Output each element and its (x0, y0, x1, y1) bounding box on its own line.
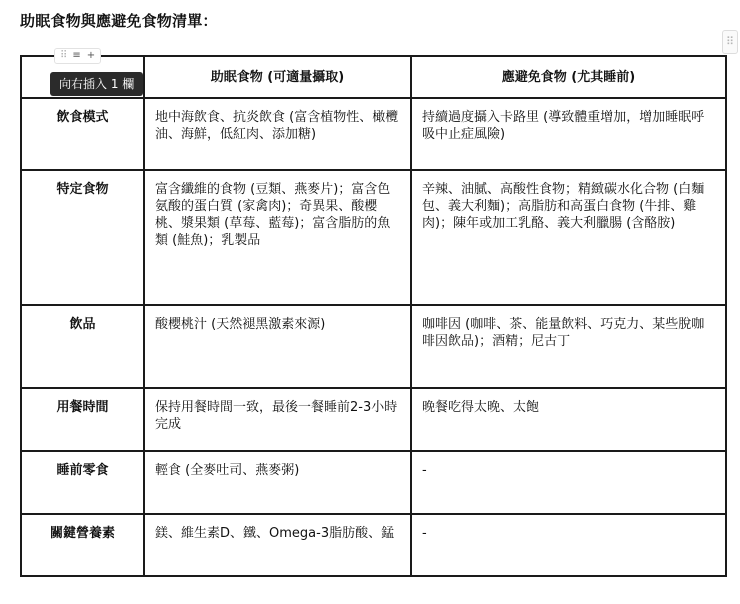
table-row (21, 451, 726, 514)
table-row (21, 305, 726, 388)
good-food-cell[interactable]: 地中海飲食、抗炎飲食 (富含植物性、橄欖油、海鮮，低紅肉、添加糖) (144, 98, 411, 170)
table-row (21, 170, 726, 305)
good-food-cell[interactable]: 輕食 (全麥吐司、燕麥粥) (144, 451, 411, 514)
add-column-icon[interactable]: + (86, 50, 96, 61)
insert-column-tooltip: 向右插入 1 欄 (50, 72, 143, 96)
row-label[interactable]: 關鍵營養素 (21, 514, 144, 576)
good-food-cell[interactable]: 保持用餐時間一致，最後一餐睡前2-3小時完成 (144, 388, 411, 451)
good-food-cell[interactable]: 富含纖維的食物 (豆類、燕麥片)；富含色氨酸的蛋白質 (家禽肉)；奇異果、酸櫻桃、漿果類 (草莓、藍莓)；富含脂肪的魚類 (鮭魚)；乳製品 (144, 170, 411, 305)
block-drag-handle-icon[interactable]: ⠿ (722, 30, 738, 54)
avoid-food-cell[interactable]: 辛辣、油膩、高酸性食物；精緻碳水化合物 (白麵包、義大利麵)；高脂肪和高蛋白食物 (牛排、雞肉)；陳年或加工乳酪、義大利臘腸 (含酪胺) (411, 170, 726, 305)
row-label[interactable]: 飲品 (21, 305, 144, 388)
avoid-food-cell[interactable]: 晚餐吃得太晚、太飽 (411, 388, 726, 451)
avoid-food-cell[interactable]: - (411, 514, 726, 576)
row-label[interactable]: 飲食模式 (21, 98, 144, 170)
food-table (20, 55, 727, 577)
avoid-food-cell[interactable]: 持續過度攝入卡路里 (導致體重增加，增加睡眠呼吸中止症風險) (411, 98, 726, 170)
table-row (21, 514, 726, 576)
row-label[interactable]: 睡前零食 (21, 451, 144, 514)
good-food-cell[interactable]: 酸櫻桃汁 (天然褪黑激素來源) (144, 305, 411, 388)
row-label[interactable]: 用餐時間 (21, 388, 144, 451)
header-cell-good-foods[interactable]: 助眠食物 (可適量攝取) (144, 56, 411, 98)
good-food-cell[interactable]: 鎂、維生素D、鐵、Omega-3脂肪酸、錳 (144, 514, 411, 576)
table-toolbar (54, 48, 101, 64)
row-label[interactable]: 特定食物 (21, 170, 144, 305)
table-row (21, 388, 726, 451)
page-title: 助眠食物與應避免食物清單： (20, 12, 218, 30)
avoid-food-cell[interactable]: - (411, 451, 726, 514)
avoid-food-cell[interactable]: 咖啡因 (咖啡、茶、能量飲料、巧克力、某些脫咖啡因飲品)；酒精；尼古丁 (411, 305, 726, 388)
drag-handle-icon[interactable]: ⠿ (60, 50, 67, 61)
header-cell-avoid-foods[interactable]: 應避免食物 (尤其睡前) (411, 56, 726, 98)
table-row (21, 98, 726, 170)
column-menu-icon[interactable]: ≡ (72, 50, 81, 61)
